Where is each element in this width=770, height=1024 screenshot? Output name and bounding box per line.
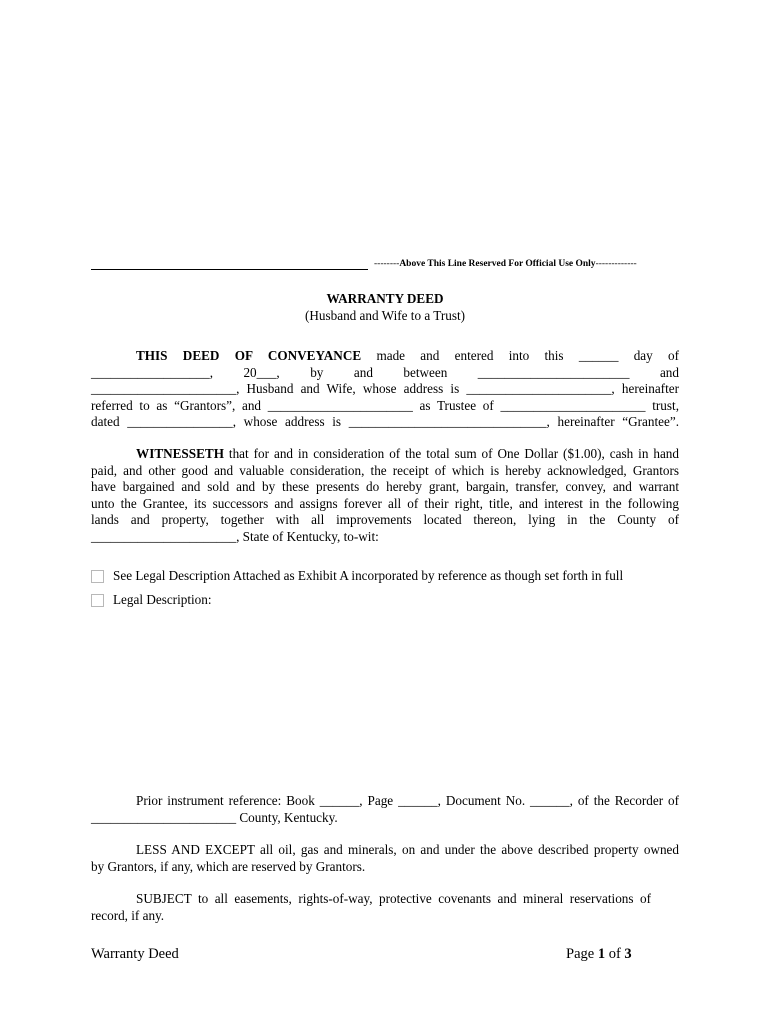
- witnesseth-heading: WITNESSETH: [136, 446, 224, 461]
- official-use-line: [91, 269, 368, 270]
- conveyance-paragraph: THIS DEED OF CONVEYANCE made and entered into this ______ day of __________________, 20___, by and between _______________________ and ______________________, Husband and Wife, whose address is ______________________, hereinafter referred to as “Grantors”, and ______________________ as Trustee of ______________________ trust, dated ________________, whose address is ______________________________, hereinafter “Grantee”.: [91, 348, 680, 429]
- exhibit-a-label: See Legal Description Attached as Exhibit A incorporated by reference as though set forth in full: [113, 568, 624, 583]
- legal-description-label: Legal Description:: [113, 592, 212, 607]
- footer-document-name: Warranty Deed: [91, 946, 179, 962]
- witnesseth-paragraph: WITNESSETH that for and in consideration of the total sum of One Dollar ($1.00), cash in hand paid, and other good and valuable consideration, the receipt of which is hereby acknowledged, Grantors have bargained and sold and by these presents do hereby grant, bargain, transfer, convey, and warrant unto the Grantee, its successors and assigns forever all of their right, title, and interest in the following lands and property, together with all improvements located thereon, lying in the County of ______________________, State of Kentucky, to-wit:: [91, 446, 679, 544]
- footer-page-number: Page 1 of 3: [566, 946, 632, 962]
- document-title: WARRANTY DEED: [326, 291, 444, 306]
- document-subtitle: (Husband and Wife to a Trust): [304, 308, 466, 323]
- official-use-note: --------Above This Line Reserved For Official Use Only-------------: [374, 259, 637, 269]
- legal-description-checkbox[interactable]: [91, 594, 104, 607]
- prior-instrument-paragraph: Prior instrument reference: Book ______, Page ______, Document No. ______, of the Recorder of ______________________ County, Kentucky.: [91, 793, 679, 825]
- option-exhibit-a[interactable]: [91, 568, 623, 585]
- less-and-except-paragraph: LESS AND EXCEPT all oil, gas and minerals, on and under the above described property owned by Grantors, if any, which are reserved by Grantors.: [91, 842, 679, 874]
- subject-to-paragraph: SUBJECT to all easements, rights-of-way, protective covenants and mineral reservations of record, if any.: [91, 891, 651, 923]
- exhibit-a-checkbox[interactable]: [91, 570, 104, 583]
- conveyance-heading: THIS DEED OF CONVEYANCE: [136, 348, 362, 363]
- option-legal-description[interactable]: [91, 592, 212, 609]
